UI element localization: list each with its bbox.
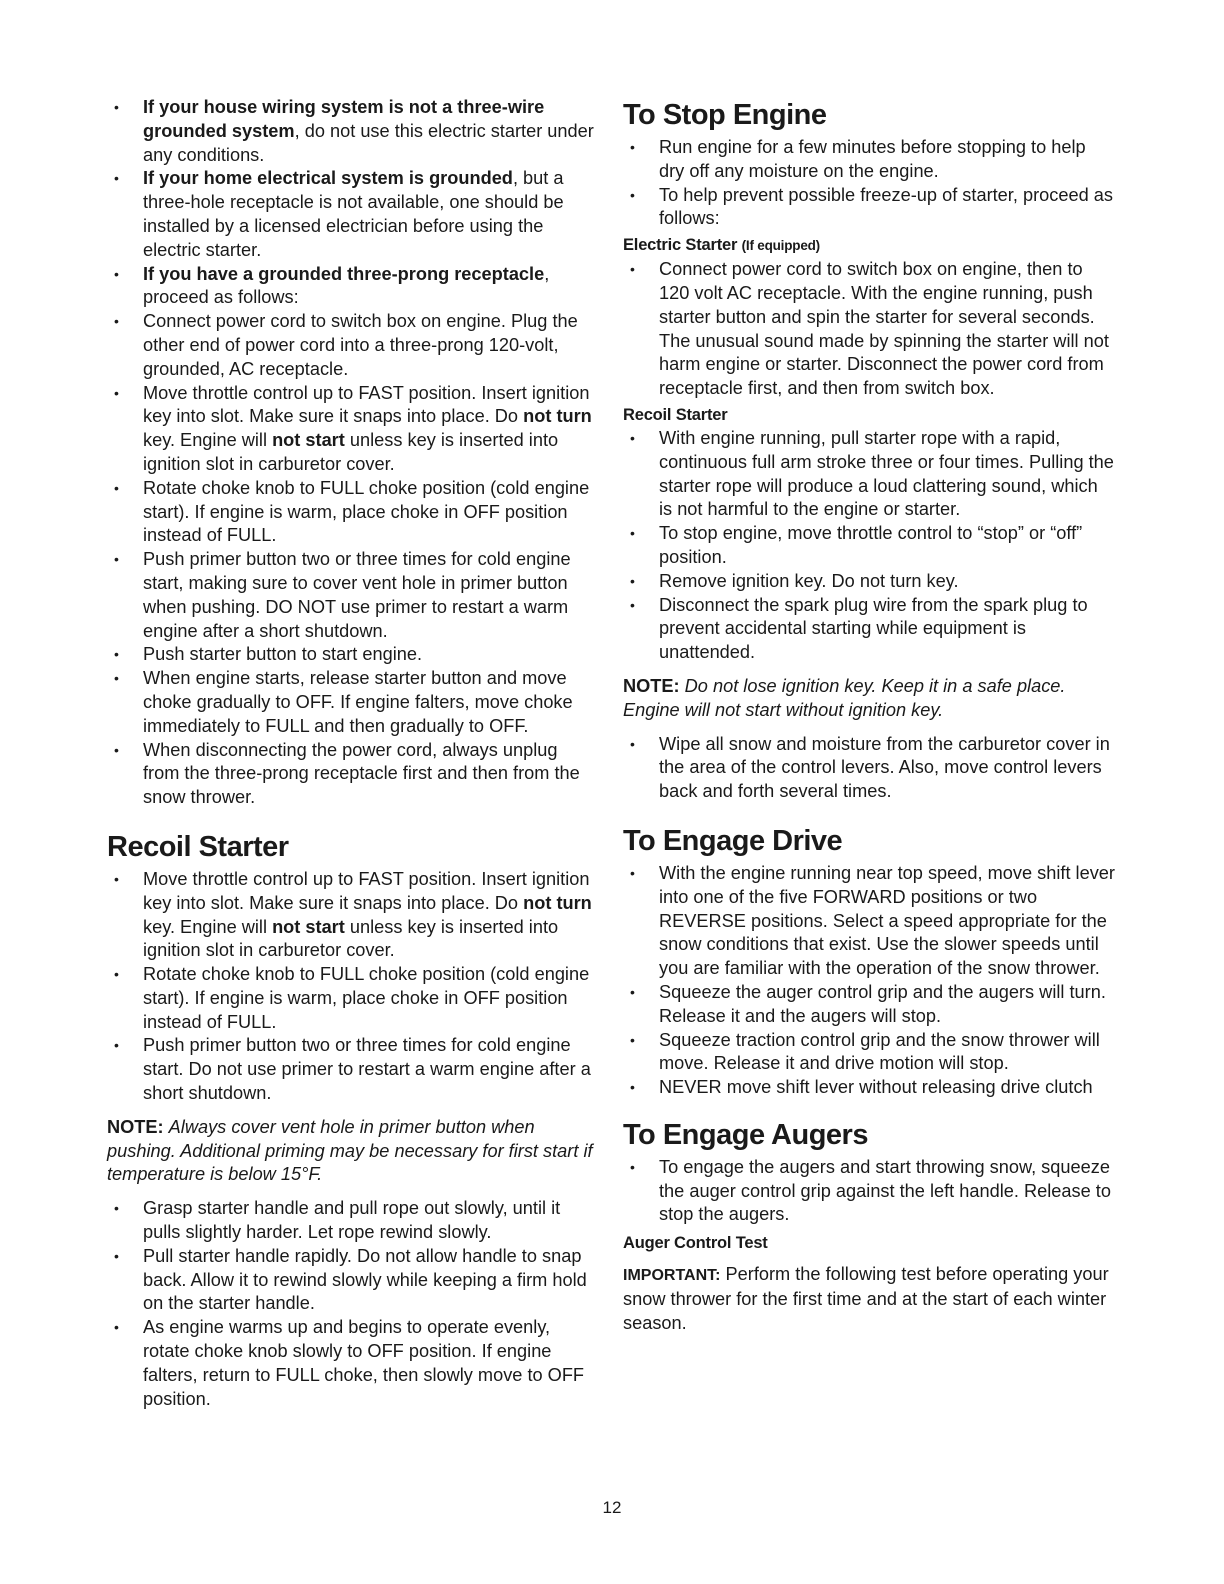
note-label: NOTE: <box>623 675 680 696</box>
final-list <box>107 1197 597 1411</box>
augers-list <box>623 1156 1115 1227</box>
list-item: • Grasp starter handle and pull rope out slowly, until it pulls slightly harder. Let rope rewind slowly. <box>107 1197 597 1245</box>
recoil-starter-heading: Recoil Starter <box>107 830 289 863</box>
list-item: • Push primer button two or three times for cold engine start. Do not use primer to restart a warm engine after a short shutdown. <box>107 1034 597 1105</box>
note-text: Always cover vent hole in primer button when pushing. Additional priming may be necessary for first start if temperature is below 15°F. <box>107 1116 593 1185</box>
list-item: • With the engine running near top speed, move shift lever into one of the five FORWARD positions or two REVERSE positions. Select a speed appropriate for the snow conditions that exist. Use the slower speeds until you are familiar with the operation of the snow thrower. <box>623 862 1115 981</box>
drive-list <box>623 862 1115 1100</box>
primer-note <box>107 1116 597 1187</box>
right-column <box>623 96 1115 1336</box>
page-number: 12 <box>602 1498 622 1517</box>
list-item: • With engine running, pull starter rope with a rapid, continuous full arm stroke three or four times. Pulling the starter rope will produce a loud clattering sound, which is not harmful to the engine or starter. <box>623 427 1115 522</box>
list-item: • Pull starter handle rapidly. Do not allow handle to snap back. Allow it to rewind slowly while keeping a firm hold on the starter handle. <box>107 1245 597 1316</box>
important-paragraph <box>623 1263 1115 1335</box>
list-item: • Wipe all snow and moisture from the carburetor cover in the area of the control levers. Also, move control levers back and forth several times. <box>623 733 1115 804</box>
list-item: • If your home electrical system is grounded, but a three-hole receptacle is not available, one should be installed by a licensed electrician before using the electric starter. <box>107 167 597 262</box>
list-item: • Rotate choke knob to FULL choke position (cold engine start). If engine is warm, place choke in OFF position instead of FULL. <box>107 477 597 548</box>
ignition-note <box>623 675 1115 723</box>
list-item: • Remove ignition key. Do not turn key. <box>623 570 1115 594</box>
list-item: • Run engine for a few minutes before stopping to help dry off any moisture on the engine. <box>623 136 1115 184</box>
engage-drive-heading: To Engage Drive <box>623 824 843 857</box>
note-label: NOTE: <box>107 1116 164 1137</box>
intro-list <box>107 96 597 810</box>
recoil-list <box>107 868 597 1106</box>
list-item: • As engine warms up and begins to operate evenly, rotate choke knob slowly to OFF position. If engine falters, return to FULL choke, then slowly move to OFF position. <box>107 1316 597 1411</box>
list-item: • If your house wiring system is not a three-wire grounded system, do not use this electric starter under any conditions. <box>107 96 597 167</box>
list-item: • Push starter button to start engine. <box>107 643 597 667</box>
list-item: • If you have a grounded three-prong receptacle, proceed as follows: <box>107 263 597 311</box>
list-item: • Squeeze traction control grip and the snow thrower will move. Release it and drive motion will stop. <box>623 1029 1115 1077</box>
list-item: • Move throttle control up to FAST position. Insert ignition key into slot. Make sure it snaps into place. Do not turn key. Engine will not start unless key is inserted into ignition slot in carburetor cover. <box>107 382 597 477</box>
list-item: • Connect power cord to switch box on engine. Plug the other end of power cord into a three-prong 120-volt, grounded, AC receptacle. <box>107 310 597 381</box>
list-item: • NEVER move shift lever without releasing drive clutch <box>623 1076 1115 1100</box>
list-item: • When disconnecting the power cord, always unplug from the three-prong receptacle first and then from the snow thrower. <box>107 739 597 810</box>
auger-control-test-heading: Auger Control Test <box>623 1234 768 1253</box>
important-text: Perform the following test before operating your snow thrower for the first time and at the start of each winter season. <box>623 1264 1109 1333</box>
list-item: • Push primer button two or three times for cold engine start, making sure to cover vent hole in primer button when pushing. DO NOT use primer to restart a warm engine after a short shutdown. <box>107 548 597 643</box>
left-column <box>107 96 597 1411</box>
stop-list <box>623 136 1115 231</box>
electric-list <box>623 258 1115 401</box>
stop-engine-heading: To Stop Engine <box>623 99 827 131</box>
list-item: • To stop engine, move throttle control to “stop” or “off” position. <box>623 522 1115 570</box>
important-label: IMPORTANT: <box>623 1267 721 1285</box>
list-item: • To engage the augers and start throwing snow, squeeze the auger control grip against the left handle. Release to stop the augers. <box>623 1156 1115 1227</box>
list-item: • To help prevent possible freeze-up of starter, proceed as follows: <box>623 184 1115 232</box>
list-item: • When engine starts, release starter button and move choke gradually to OFF. If engine falters, move choke immediately to FULL and then gradually to OFF. <box>107 667 597 738</box>
engage-augers-heading: To Engage Augers <box>623 1118 868 1151</box>
recoil-starter-subheading: Recoil Starter <box>623 405 728 424</box>
recoil-stop-list <box>623 427 1115 665</box>
list-item: • Disconnect the spark plug wire from the spark plug to prevent accidental starting while equipment is unattended. <box>623 594 1115 665</box>
list-item: • Rotate choke knob to FULL choke position (cold engine start). If engine is warm, place choke in OFF position instead of FULL. <box>107 963 597 1034</box>
list-item: • Move throttle control up to FAST position. Insert ignition key into slot. Make sure it snaps into place. Do not turn key. Engine will not start unless key is inserted into ignition slot in carburetor cover. <box>107 868 597 963</box>
list-item: • Squeeze the auger control grip and the augers will turn. Release it and the augers will stop. <box>623 981 1115 1029</box>
electric-starter-heading: Electric Starter (If equipped) <box>623 236 820 255</box>
note-text: Do not lose ignition key. Keep it in a safe place. Engine will not start without ignition key. <box>623 675 1066 720</box>
wipe-list <box>623 733 1115 804</box>
list-item: • Connect power cord to switch box on engine, then to 120 volt AC receptacle. With the engine running, push starter button and spin the starter for several seconds. The unusual sound made by spinning the starter will not harm engine or starter. Disconnect the power cord from receptacle first, and then from switch box. <box>623 258 1115 401</box>
